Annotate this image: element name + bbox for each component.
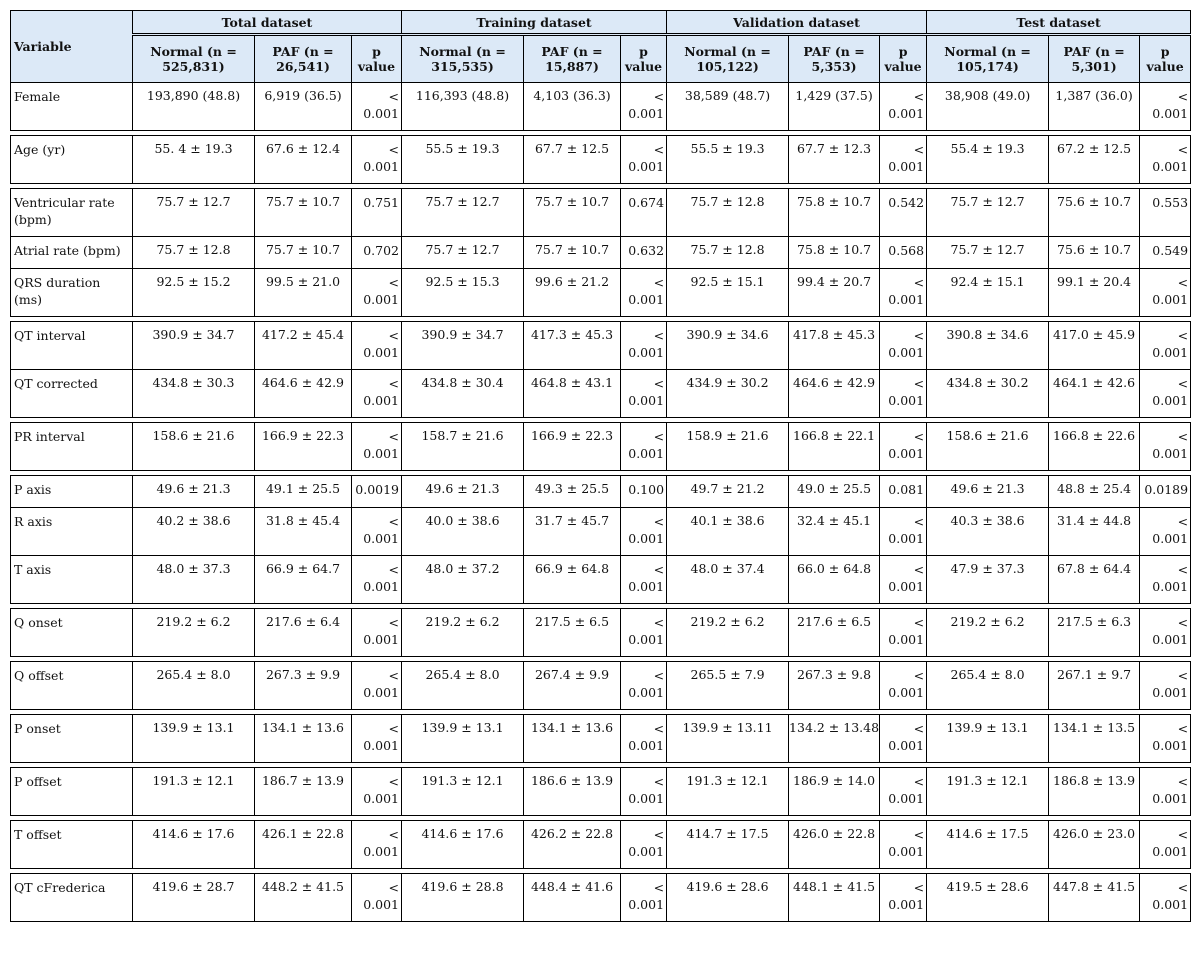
table-row	[11, 556, 1191, 604]
data-cell: 75.7 ± 12.8	[667, 189, 789, 237]
p-value-cell: 0.0189	[1140, 476, 1191, 508]
p-value-cell: < 0.001	[1140, 83, 1191, 131]
p-value-cell: < 0.001	[352, 662, 402, 710]
table-row	[11, 609, 1191, 657]
data-cell: 55.4 ± 19.3	[927, 136, 1049, 184]
data-cell: 55.5 ± 19.3	[402, 136, 524, 184]
data-cell: 139.9 ± 13.11	[667, 715, 789, 763]
data-cell: 434.8 ± 30.3	[133, 370, 255, 418]
p-value-cell: < 0.001	[1140, 821, 1191, 869]
data-cell: 99.5 ± 21.0	[255, 269, 352, 317]
table-row	[11, 322, 1191, 370]
data-cell: 49.1 ± 25.5	[255, 476, 352, 508]
table-row	[11, 423, 1191, 471]
data-cell: 49.6 ± 21.3	[402, 476, 524, 508]
table-row	[11, 768, 1191, 816]
p-value-cell: < 0.001	[352, 715, 402, 763]
data-cell: 75.7 ± 10.7	[524, 237, 621, 269]
data-cell: 191.3 ± 12.1	[667, 768, 789, 816]
data-cell: 448.1 ± 41.5	[789, 874, 880, 922]
data-cell: 191.3 ± 12.1	[927, 768, 1049, 816]
data-cell: 448.2 ± 41.5	[255, 874, 352, 922]
p-value-cell: 0.751	[352, 189, 402, 237]
p-value-cell: 0.549	[1140, 237, 1191, 269]
data-cell: 99.4 ± 20.7	[789, 269, 880, 317]
data-cell: 40.1 ± 38.6	[667, 508, 789, 556]
p-value-cell: < 0.001	[621, 136, 667, 184]
subheader-p-value: p value	[1140, 35, 1191, 83]
data-cell: 426.2 ± 22.8	[524, 821, 621, 869]
p-value-cell: < 0.001	[880, 609, 927, 657]
data-cell: 139.9 ± 13.1	[402, 715, 524, 763]
p-value-cell: 0.553	[1140, 189, 1191, 237]
p-value-cell: < 0.001	[352, 556, 402, 604]
p-value-cell: 0.568	[880, 237, 927, 269]
data-cell: 434.8 ± 30.2	[927, 370, 1049, 418]
p-value-cell: < 0.001	[880, 136, 927, 184]
data-cell: 67.7 ± 12.5	[524, 136, 621, 184]
p-value-cell: < 0.001	[621, 322, 667, 370]
table-row	[11, 83, 1191, 131]
p-value-cell: < 0.001	[621, 556, 667, 604]
row-label: T axis	[11, 556, 133, 604]
table-row	[11, 189, 1191, 237]
data-cell: 217.5 ± 6.5	[524, 609, 621, 657]
data-cell: 426.0 ± 22.8	[789, 821, 880, 869]
data-cell: 417.0 ± 45.9	[1049, 322, 1140, 370]
data-cell: 55.5 ± 19.3	[667, 136, 789, 184]
data-cell: 265.4 ± 8.0	[133, 662, 255, 710]
data-cell: 417.2 ± 45.4	[255, 322, 352, 370]
data-cell: 158.9 ± 21.6	[667, 423, 789, 471]
row-label: QT cFrederica	[11, 874, 133, 922]
p-value-cell: < 0.001	[352, 609, 402, 657]
data-cell: 419.6 ± 28.6	[667, 874, 789, 922]
p-value-cell: < 0.001	[621, 821, 667, 869]
subheader-paf: PAF (n = 5,301)	[1049, 35, 1140, 83]
data-cell: 1,429 (37.5)	[789, 83, 880, 131]
paf-comparison-table	[10, 10, 1191, 922]
data-cell: 186.6 ± 13.9	[524, 768, 621, 816]
data-cell: 67.8 ± 64.4	[1049, 556, 1140, 604]
table-row	[11, 476, 1191, 508]
data-cell: 267.3 ± 9.8	[789, 662, 880, 710]
data-cell: 99.6 ± 21.2	[524, 269, 621, 317]
p-value-cell: < 0.001	[880, 370, 927, 418]
row-label: Q offset	[11, 662, 133, 710]
p-value-cell: < 0.001	[1140, 136, 1191, 184]
p-value-cell: < 0.001	[621, 768, 667, 816]
data-cell: 92.4 ± 15.1	[927, 269, 1049, 317]
row-label: QT interval	[11, 322, 133, 370]
p-value-cell: < 0.001	[1140, 370, 1191, 418]
data-cell: 265.5 ± 7.9	[667, 662, 789, 710]
data-cell: 464.8 ± 43.1	[524, 370, 621, 418]
p-value-cell: < 0.001	[880, 662, 927, 710]
data-cell: 48.0 ± 37.2	[402, 556, 524, 604]
data-cell: 40.2 ± 38.6	[133, 508, 255, 556]
row-label: P offset	[11, 768, 133, 816]
p-value-cell: < 0.001	[1140, 768, 1191, 816]
data-cell: 75.7 ± 12.7	[402, 189, 524, 237]
p-value-cell: 0.0019	[352, 476, 402, 508]
p-value-cell: < 0.001	[621, 370, 667, 418]
p-value-cell: < 0.001	[880, 768, 927, 816]
data-cell: 217.5 ± 6.3	[1049, 609, 1140, 657]
row-label: T offset	[11, 821, 133, 869]
data-cell: 426.0 ± 23.0	[1049, 821, 1140, 869]
data-cell: 219.2 ± 6.2	[927, 609, 1049, 657]
p-value-cell: < 0.001	[621, 423, 667, 471]
table-row	[11, 874, 1191, 922]
subheader-p-value: p value	[352, 35, 402, 83]
table-body	[11, 83, 1191, 922]
row-label: Q onset	[11, 609, 133, 657]
p-value-cell: < 0.001	[621, 874, 667, 922]
data-cell: 32.4 ± 45.1	[789, 508, 880, 556]
data-cell: 419.6 ± 28.8	[402, 874, 524, 922]
group-header-total: Total dataset	[133, 11, 402, 35]
table-row	[11, 269, 1191, 317]
data-cell: 48.0 ± 37.3	[133, 556, 255, 604]
table-row	[11, 136, 1191, 184]
p-value-cell: < 0.001	[1140, 715, 1191, 763]
data-cell: 267.4 ± 9.9	[524, 662, 621, 710]
data-cell: 414.6 ± 17.5	[927, 821, 1049, 869]
data-cell: 390.8 ± 34.6	[927, 322, 1049, 370]
data-cell: 134.1 ± 13.6	[255, 715, 352, 763]
table-row	[11, 715, 1191, 763]
row-label: P axis	[11, 476, 133, 508]
p-value-cell: < 0.001	[352, 83, 402, 131]
p-value-cell: < 0.001	[880, 715, 927, 763]
data-cell: 47.9 ± 37.3	[927, 556, 1049, 604]
data-cell: 447.8 ± 41.5	[1049, 874, 1140, 922]
data-cell: 390.9 ± 34.7	[133, 322, 255, 370]
data-cell: 92.5 ± 15.2	[133, 269, 255, 317]
p-value-cell: < 0.001	[352, 269, 402, 317]
p-value-cell: < 0.001	[1140, 322, 1191, 370]
row-label: Age (yr)	[11, 136, 133, 184]
data-cell: 434.9 ± 30.2	[667, 370, 789, 418]
p-value-cell: 0.100	[621, 476, 667, 508]
data-cell: 75.7 ± 12.7	[927, 237, 1049, 269]
p-value-cell: < 0.001	[1140, 423, 1191, 471]
data-cell: 67.6 ± 12.4	[255, 136, 352, 184]
p-value-cell: < 0.001	[352, 322, 402, 370]
data-cell: 134.2 ± 13.48	[789, 715, 880, 763]
data-cell: 75.6 ± 10.7	[1049, 237, 1140, 269]
data-cell: 75.7 ± 10.7	[255, 237, 352, 269]
data-cell: 31.8 ± 45.4	[255, 508, 352, 556]
group-header-training: Training dataset	[402, 11, 667, 35]
data-cell: 49.3 ± 25.5	[524, 476, 621, 508]
data-cell: 139.9 ± 13.1	[927, 715, 1049, 763]
p-value-cell: < 0.001	[1140, 662, 1191, 710]
data-cell: 134.1 ± 13.6	[524, 715, 621, 763]
data-cell: 219.2 ± 6.2	[133, 609, 255, 657]
data-cell: 67.7 ± 12.3	[789, 136, 880, 184]
table-row	[11, 662, 1191, 710]
variable-header: Variable	[11, 11, 133, 83]
row-label: Atrial rate (bpm)	[11, 237, 133, 269]
data-cell: 219.2 ± 6.2	[667, 609, 789, 657]
data-cell: 49.0 ± 25.5	[789, 476, 880, 508]
p-value-cell: < 0.001	[1140, 508, 1191, 556]
p-value-cell: < 0.001	[352, 136, 402, 184]
subheader-normal: Normal (n = 105,122)	[667, 35, 789, 83]
subheader-paf: PAF (n = 5,353)	[789, 35, 880, 83]
data-cell: 448.4 ± 41.6	[524, 874, 621, 922]
subheader-paf: PAF (n = 26,541)	[255, 35, 352, 83]
row-label: Female	[11, 83, 133, 131]
data-cell: 1,387 (36.0)	[1049, 83, 1140, 131]
p-value-cell: 0.674	[621, 189, 667, 237]
data-cell: 38,589 (48.7)	[667, 83, 789, 131]
p-value-cell: 0.632	[621, 237, 667, 269]
data-cell: 49.6 ± 21.3	[133, 476, 255, 508]
p-value-cell: < 0.001	[621, 83, 667, 131]
data-cell: 267.1 ± 9.7	[1049, 662, 1140, 710]
data-cell: 6,919 (36.5)	[255, 83, 352, 131]
subheader-p-value: p value	[621, 35, 667, 83]
data-cell: 75.7 ± 12.8	[667, 237, 789, 269]
data-cell: 265.4 ± 8.0	[402, 662, 524, 710]
data-cell: 414.6 ± 17.6	[133, 821, 255, 869]
data-cell: 75.7 ± 10.7	[255, 189, 352, 237]
row-label: QRS duration (ms)	[11, 269, 133, 317]
data-cell: 217.6 ± 6.5	[789, 609, 880, 657]
p-value-cell: 0.702	[352, 237, 402, 269]
p-value-cell: < 0.001	[352, 508, 402, 556]
row-label: PR interval	[11, 423, 133, 471]
data-cell: 158.6 ± 21.6	[927, 423, 1049, 471]
row-label: QT corrected	[11, 370, 133, 418]
data-cell: 464.6 ± 42.9	[789, 370, 880, 418]
data-cell: 49.7 ± 21.2	[667, 476, 789, 508]
table-row	[11, 237, 1191, 269]
p-value-cell: < 0.001	[621, 662, 667, 710]
p-value-cell: < 0.001	[1140, 874, 1191, 922]
data-cell: 186.9 ± 14.0	[789, 768, 880, 816]
data-cell: 267.3 ± 9.9	[255, 662, 352, 710]
data-cell: 75.7 ± 10.7	[524, 189, 621, 237]
p-value-cell: < 0.001	[880, 821, 927, 869]
data-cell: 48.8 ± 25.4	[1049, 476, 1140, 508]
p-value-cell: < 0.001	[880, 423, 927, 471]
data-cell: 464.1 ± 42.6	[1049, 370, 1140, 418]
data-cell: 390.9 ± 34.7	[402, 322, 524, 370]
data-cell: 191.3 ± 12.1	[133, 768, 255, 816]
data-cell: 414.6 ± 17.6	[402, 821, 524, 869]
data-cell: 75.7 ± 12.8	[133, 237, 255, 269]
data-cell: 75.7 ± 12.7	[927, 189, 1049, 237]
data-cell: 99.1 ± 20.4	[1049, 269, 1140, 317]
p-value-cell: < 0.001	[880, 83, 927, 131]
data-cell: 116,393 (48.8)	[402, 83, 524, 131]
p-value-cell: < 0.001	[621, 508, 667, 556]
data-cell: 166.8 ± 22.1	[789, 423, 880, 471]
data-cell: 419.5 ± 28.6	[927, 874, 1049, 922]
data-cell: 464.6 ± 42.9	[255, 370, 352, 418]
data-cell: 31.4 ± 44.8	[1049, 508, 1140, 556]
data-cell: 434.8 ± 30.4	[402, 370, 524, 418]
data-cell: 66.9 ± 64.8	[524, 556, 621, 604]
p-value-cell: < 0.001	[1140, 269, 1191, 317]
data-cell: 193,890 (48.8)	[133, 83, 255, 131]
subheader-normal: Normal (n = 105,174)	[927, 35, 1049, 83]
data-cell: 426.1 ± 22.8	[255, 821, 352, 869]
data-cell: 38,908 (49.0)	[927, 83, 1049, 131]
data-cell: 158.6 ± 21.6	[133, 423, 255, 471]
p-value-cell: < 0.001	[1140, 556, 1191, 604]
data-cell: 66.9 ± 64.7	[255, 556, 352, 604]
p-value-cell: < 0.001	[352, 874, 402, 922]
p-value-cell: < 0.001	[880, 322, 927, 370]
row-label: R axis	[11, 508, 133, 556]
data-cell: 139.9 ± 13.1	[133, 715, 255, 763]
p-value-cell: < 0.001	[621, 269, 667, 317]
data-cell: 390.9 ± 34.6	[667, 322, 789, 370]
row-label: Ventricular rate (bpm)	[11, 189, 133, 237]
data-cell: 414.7 ± 17.5	[667, 821, 789, 869]
data-cell: 417.3 ± 45.3	[524, 322, 621, 370]
p-value-cell: < 0.001	[880, 269, 927, 317]
data-cell: 40.3 ± 38.6	[927, 508, 1049, 556]
p-value-cell: < 0.001	[880, 556, 927, 604]
p-value-cell: 0.081	[880, 476, 927, 508]
data-cell: 217.6 ± 6.4	[255, 609, 352, 657]
data-cell: 55. 4 ± 19.3	[133, 136, 255, 184]
data-cell: 166.8 ± 22.6	[1049, 423, 1140, 471]
data-cell: 419.6 ± 28.7	[133, 874, 255, 922]
p-value-cell: < 0.001	[880, 508, 927, 556]
group-header-test: Test dataset	[927, 11, 1191, 35]
data-cell: 67.2 ± 12.5	[1049, 136, 1140, 184]
data-cell: 166.9 ± 22.3	[255, 423, 352, 471]
data-cell: 134.1 ± 13.5	[1049, 715, 1140, 763]
subheader-normal: Normal (n = 525,831)	[133, 35, 255, 83]
subheader-normal: Normal (n = 315,535)	[402, 35, 524, 83]
p-value-cell: < 0.001	[352, 768, 402, 816]
group-header-validation: Validation dataset	[667, 11, 927, 35]
data-cell: 166.9 ± 22.3	[524, 423, 621, 471]
table-row	[11, 508, 1191, 556]
table-row	[11, 370, 1191, 418]
data-cell: 66.0 ± 64.8	[789, 556, 880, 604]
data-cell: 186.8 ± 13.9	[1049, 768, 1140, 816]
data-cell: 92.5 ± 15.3	[402, 269, 524, 317]
data-cell: 75.7 ± 12.7	[402, 237, 524, 269]
data-cell: 75.6 ± 10.7	[1049, 189, 1140, 237]
p-value-cell: < 0.001	[1140, 609, 1191, 657]
p-value-cell: < 0.001	[352, 821, 402, 869]
subheader-p-value: p value	[880, 35, 927, 83]
data-cell: 191.3 ± 12.1	[402, 768, 524, 816]
data-cell: 75.8 ± 10.7	[789, 237, 880, 269]
data-cell: 158.7 ± 21.6	[402, 423, 524, 471]
data-cell: 417.8 ± 45.3	[789, 322, 880, 370]
data-cell: 265.4 ± 8.0	[927, 662, 1049, 710]
p-value-cell: < 0.001	[621, 715, 667, 763]
p-value-cell: < 0.001	[352, 423, 402, 471]
row-label: P onset	[11, 715, 133, 763]
data-cell: 75.8 ± 10.7	[789, 189, 880, 237]
p-value-cell: < 0.001	[880, 874, 927, 922]
table-row	[11, 821, 1191, 869]
p-value-cell: < 0.001	[352, 370, 402, 418]
data-cell: 40.0 ± 38.6	[402, 508, 524, 556]
subheader-paf: PAF (n = 15,887)	[524, 35, 621, 83]
data-cell: 31.7 ± 45.7	[524, 508, 621, 556]
data-cell: 75.7 ± 12.7	[133, 189, 255, 237]
data-cell: 4,103 (36.3)	[524, 83, 621, 131]
data-cell: 48.0 ± 37.4	[667, 556, 789, 604]
data-cell: 186.7 ± 13.9	[255, 768, 352, 816]
p-value-cell: 0.542	[880, 189, 927, 237]
data-cell: 219.2 ± 6.2	[402, 609, 524, 657]
p-value-cell: < 0.001	[621, 609, 667, 657]
data-cell: 49.6 ± 21.3	[927, 476, 1049, 508]
data-cell: 92.5 ± 15.1	[667, 269, 789, 317]
